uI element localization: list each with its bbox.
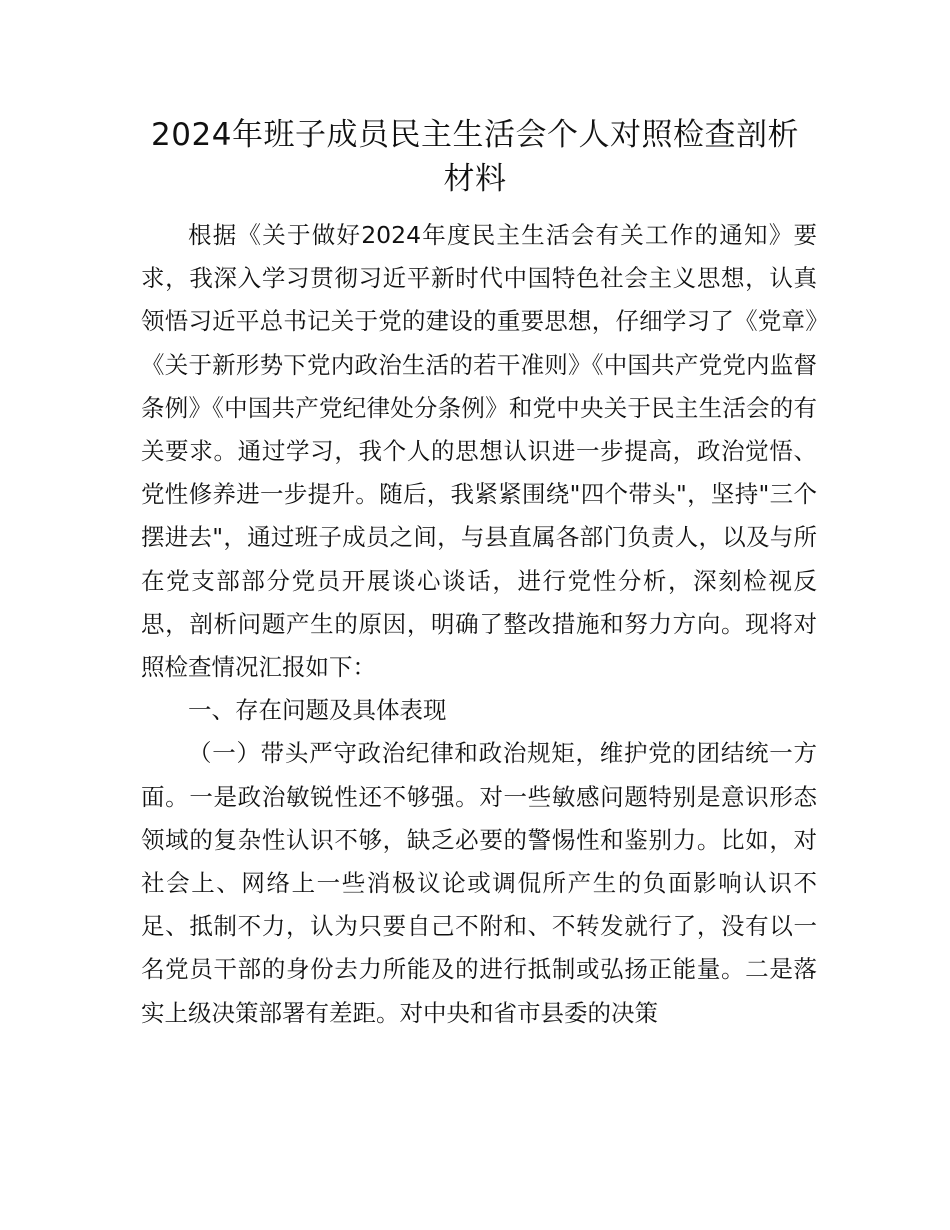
- document-title: 2024年班子成员民主生活会个人对照检查剖析材料: [151, 117, 799, 197]
- section-one-paragraph: （一）带头严守政治纪律和政治规矩，维护党的团结统一方面。一是政治敏锐性还不够强。对一些敏感问题特别是意识形态领域的复杂性认识不够，缺乏必要的警惕性和鉴别力。比如，对社会上、网络上一些消极议论或调侃所产生的负面影响认识不足、抵制不力，认为只要自己不附和、不转发就行了，没有以一名党员干部的身份去力所能及的进行抵制或弘扬正能量。二是落实上级决策部署有差距。对中央和省市县委的决策: [141, 739, 817, 1027]
- document-body: [141, 214, 817, 1035]
- intro-paragraph: 根据《关于做好2024年度民主生活会有关工作的通知》要求，我深入学习贯彻习近平新时代中国特色社会主义思想，认真领悟习近平总书记关于党的建设的重要思想，仔细学习了《党章》《关于新形势下党内政治生活的若干准则》《中国共产党党内监督条例》《中国共产党纪律处分条例》和党中央关于民主生活会的有关要求。通过学习，我个人的思想认识进一步提高，政治觉悟、党性修养进一步提升。随后，我紧紧围绕"四个带头"，坚持"三个摆进去"，通过班子成员之间，与县直属各部门负责人，以及与所在党支部部分党员开展谈心谈话，进行党性分析，深刻检视反思，剖析问题产生的原因，明确了整改措施和努力方向。现将对照检查情况汇报如下：: [141, 221, 817, 682]
- section-heading: 一、存在问题及具体表现: [188, 696, 447, 725]
